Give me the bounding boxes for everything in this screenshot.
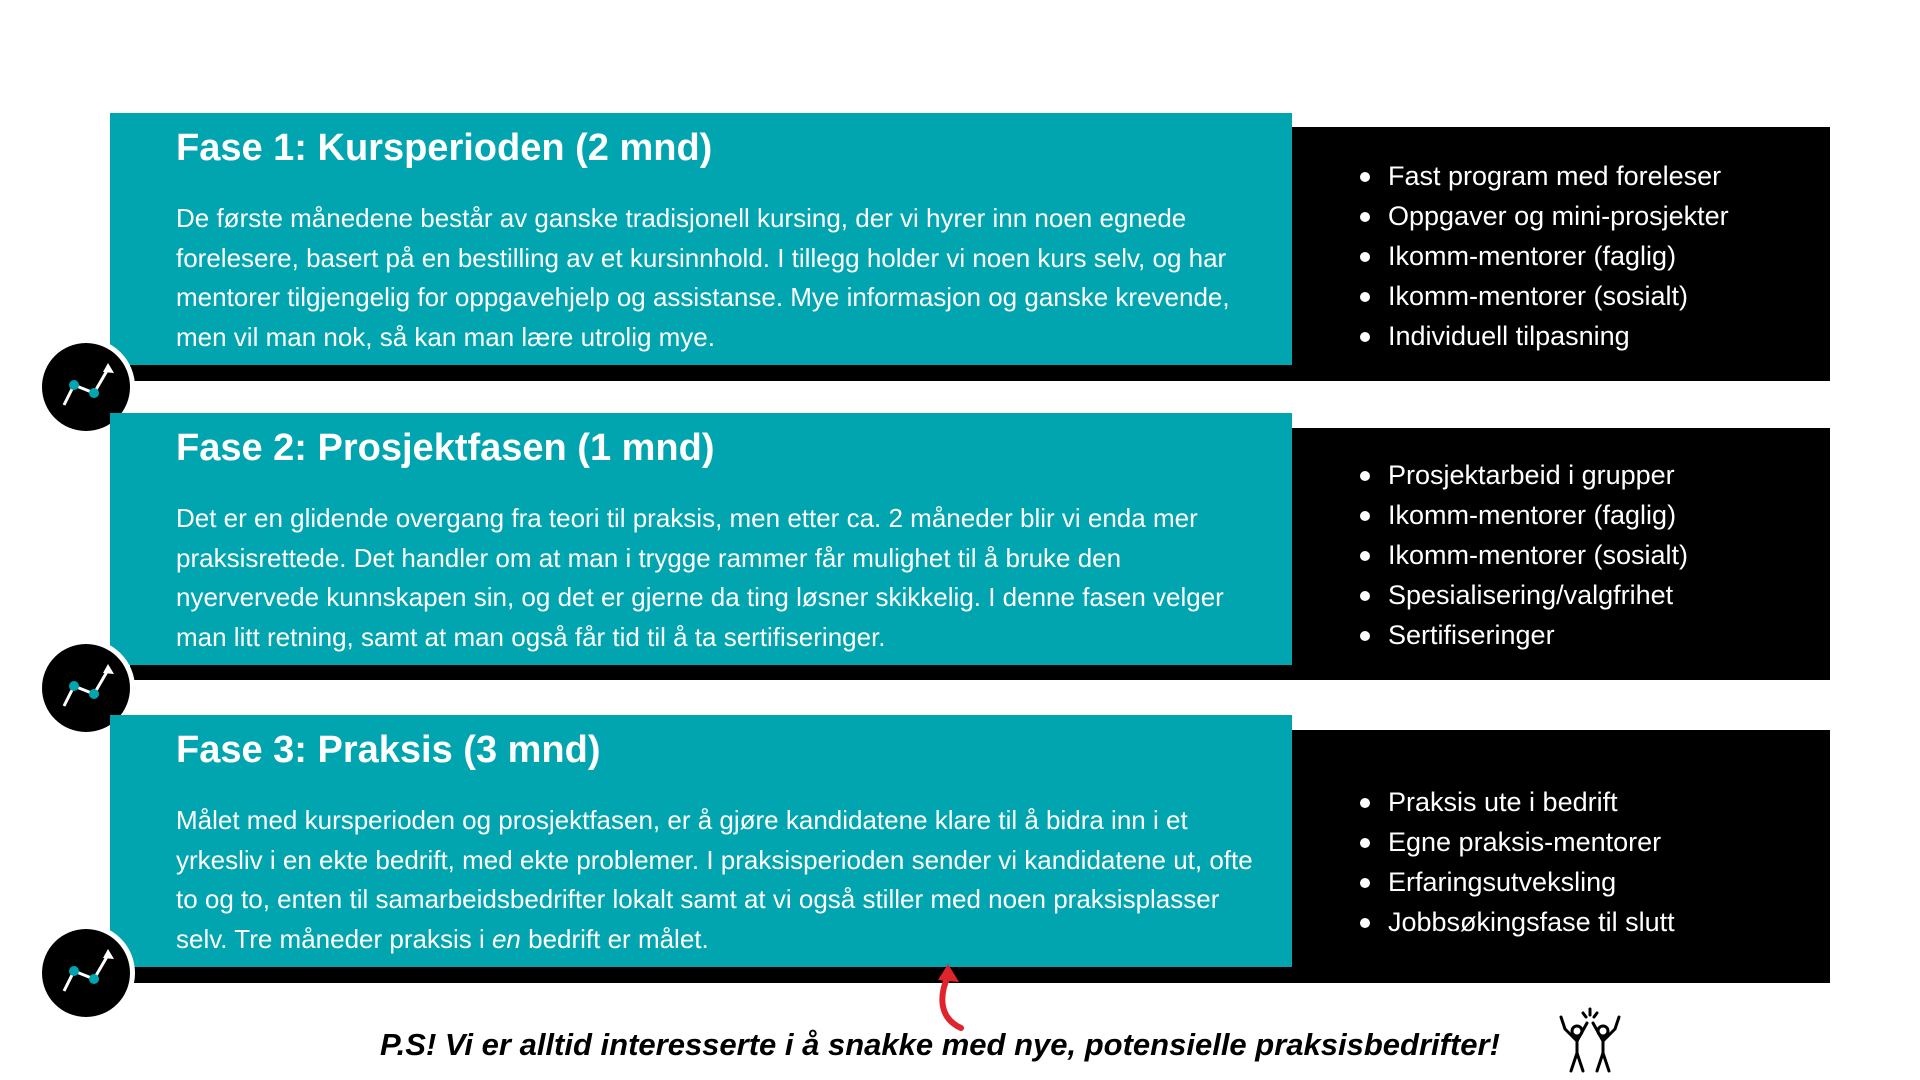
phase-3-description: Målet med kursperioden og prosjektfasen, er å gjøre kandidatene klare til å bidra inn i et yrkesliv i en ekte bedrift, med ekte problemer. I praksisperioden sender vi kandidatene ut, ofte to og to, enten til samarbeidsbedrifter lokalt samt at vi også stiller med noen praksisplasser selv. Tre måneder praksis i en bedrift er målet. bbox=[176, 805, 1253, 954]
phase-2-title: Fase 2: Prosjektfasen (1 mnd) bbox=[176, 427, 715, 469]
phase-2 bbox=[0, 413, 1920, 683]
phase-3-list bbox=[1360, 782, 1675, 942]
phase-2-list bbox=[1360, 455, 1688, 655]
phase-3-badge bbox=[37, 924, 135, 1022]
phase-1-title: Fase 1: Kursperioden (2 mnd) bbox=[176, 127, 713, 169]
list-item: Erfaringsutveksling bbox=[1360, 862, 1675, 902]
phase-2-description: Det er en glidende overgang fra teori til praksis, men etter ca. 2 måneder blir vi enda mer praksisrettede. Det handler om at man i trygge rammer får mulighet til å bruke den nyervervede kunnskapen sin, og det er gjerne da ting løsner skikkelig. I denne fasen velger man litt retning, samt at man også får tid til å ta sertifiseringer. bbox=[176, 503, 1224, 652]
growth-chart-icon bbox=[42, 929, 130, 1017]
phase-3 bbox=[0, 715, 1920, 985]
list-item: Ikomm-mentorer (sosialt) bbox=[1360, 276, 1729, 316]
list-item: Ikomm-mentorer (faglig) bbox=[1360, 236, 1729, 276]
phase-1-teal-panel bbox=[110, 113, 1292, 365]
list-item: Spesialisering/valgfrihet bbox=[1360, 575, 1688, 615]
list-item: Ikomm-mentorer (sosialt) bbox=[1360, 535, 1688, 575]
description-emphasis: en bbox=[491, 923, 521, 954]
list-item: Oppgaver og mini-prosjekter bbox=[1360, 196, 1729, 236]
phase-3-title: Fase 3: Praksis (3 mnd) bbox=[176, 729, 601, 771]
list-item: Sertifiseringer bbox=[1360, 615, 1688, 655]
list-item: Prosjektarbeid i grupper bbox=[1360, 455, 1688, 495]
list-item: Egne praksis-mentorer bbox=[1360, 822, 1675, 862]
celebrating-people-icon bbox=[1555, 1005, 1625, 1075]
list-item: Praksis ute i bedrift bbox=[1360, 782, 1675, 822]
phase-1-list bbox=[1360, 156, 1729, 356]
list-item: Fast program med foreleser bbox=[1360, 156, 1729, 196]
list-item: Ikomm-mentorer (faglig) bbox=[1360, 495, 1688, 535]
phase-1 bbox=[0, 113, 1920, 383]
curved-arrow-up-icon bbox=[925, 962, 975, 1032]
phase-1-description: De første månedene består av ganske tradisjonell kursing, der vi hyrer inn noen egnede forelesere, basert på en bestilling av et kursinnhold. I tillegg holder vi noen kurs selv, og har mentorer tilgjengelig for oppgavehjelp og assistanse. Mye informasjon og ganske krevende, men vil man nok, så kan man lære utrolig mye. bbox=[176, 203, 1230, 352]
list-item: Individuell tilpasning bbox=[1360, 316, 1729, 356]
list-item: Jobbsøkingsfase til slutt bbox=[1360, 902, 1675, 942]
phase-2-teal-panel bbox=[110, 413, 1292, 665]
footer-note: P.S! Vi er alltid interesserte i å snakke med nye, potensielle praksisbedrifter! bbox=[380, 1027, 1500, 1062]
phase-3-teal-panel bbox=[110, 715, 1292, 967]
